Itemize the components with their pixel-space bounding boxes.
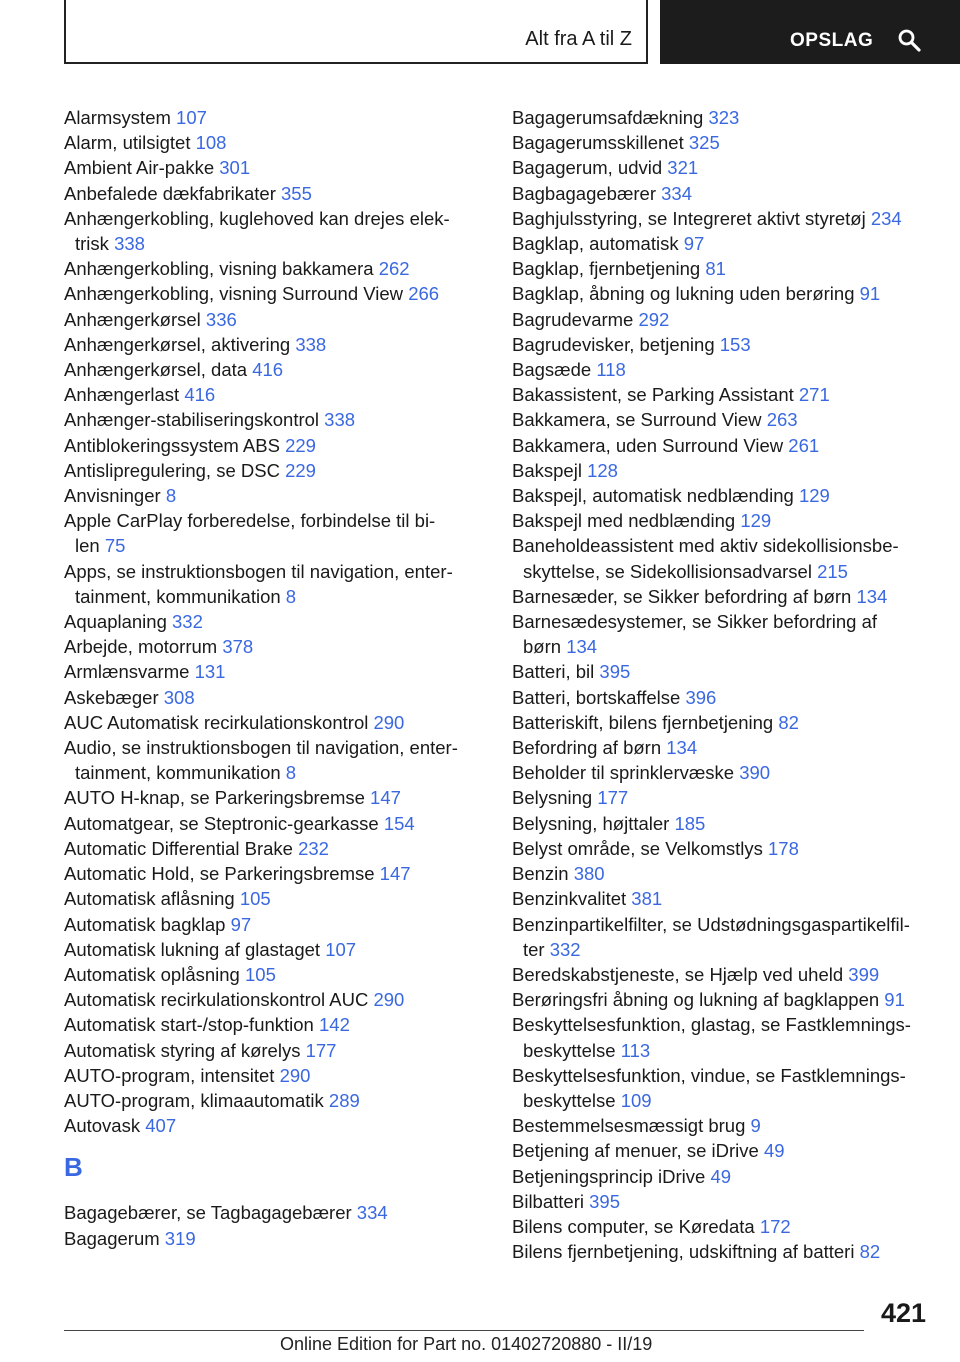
index-entry <box>512 1189 932 1214</box>
entry-text: len <box>75 535 100 557</box>
index-entry-continuation <box>64 533 476 558</box>
index-entry <box>512 1113 932 1138</box>
page-link[interactable]: 271 <box>798 384 830 406</box>
entry-text: Bagrudevisker, betjening <box>512 333 715 355</box>
entry-text: Automatic Hold, se Parkeringsbremse <box>64 863 375 885</box>
entry-text: Alarmsystem <box>64 107 171 128</box>
entry-text: Belyst område, se Velkomstlys <box>512 837 763 859</box>
entry-text: Bagagerum, udvid <box>512 157 663 179</box>
entry-text: Antiblokeringssystem ABS <box>64 434 280 456</box>
index-entry <box>64 1063 476 1088</box>
entry-text: Belysning <box>512 787 593 809</box>
page-link[interactable]: 49 <box>763 1140 785 1162</box>
page-link[interactable]: 292 <box>638 308 670 330</box>
index-entry <box>512 1239 932 1264</box>
page-link[interactable]: 290 <box>373 711 405 733</box>
page-link[interactable]: 399 <box>848 963 880 985</box>
entry-text: Anhængerkobling, kuglehoved kan drejes elek- <box>64 207 450 229</box>
index-entry <box>512 735 932 760</box>
page-link[interactable]: 91 <box>859 283 881 305</box>
index-entry <box>64 1226 476 1251</box>
entry-text: AUTO-program, intensitet <box>64 1064 275 1086</box>
index-entry <box>512 785 932 810</box>
page-link[interactable]: 332 <box>549 938 581 960</box>
index-entry <box>64 332 476 357</box>
entry-text: Anbefalede dækfabrikater <box>64 182 276 204</box>
entry-text: Bagagerum <box>64 1227 160 1249</box>
index-entry <box>64 685 476 710</box>
entry-text: Bakspejl <box>512 459 582 481</box>
page-link[interactable]: 142 <box>319 1014 350 1036</box>
index-entry <box>64 458 476 483</box>
entry-text: Bagsæde <box>512 359 592 381</box>
entry-text: Benzin <box>512 863 569 885</box>
index-entry <box>512 886 932 911</box>
index-entry <box>512 584 932 609</box>
page-link[interactable]: 215 <box>817 560 848 582</box>
index-entry-continuation <box>64 231 476 256</box>
footer-edition-text: Online Edition for Part no. 01402720880 - II/19 <box>280 1334 653 1354</box>
page-link[interactable]: 172 <box>759 1215 791 1237</box>
header-title: Alt fra A til Z <box>525 28 632 50</box>
entry-text: Barnesædesystemer, se Sikker befordring af <box>512 611 878 633</box>
entry-text: Beholder til sprinklervæske <box>512 762 735 784</box>
index-entry <box>64 155 476 180</box>
index-group-b <box>64 1200 476 1250</box>
entry-text: AUTO-program, klimaautomatik <box>64 1089 324 1111</box>
page-link[interactable]: 229 <box>285 434 316 456</box>
entry-text: Bagbagagebærer <box>512 182 656 204</box>
entry-text: Batteri, bortskaffelse <box>512 686 681 708</box>
entry-text: Bagklap, fjernbetjening <box>512 258 701 280</box>
entry-text: Automatisk bagklap <box>64 913 226 935</box>
index-entry <box>512 155 932 180</box>
index-entry <box>64 483 476 508</box>
index-entry <box>512 231 932 256</box>
entry-text: Aquaplaning <box>64 611 167 633</box>
page-link[interactable]: 131 <box>194 661 226 683</box>
index-entry <box>512 533 932 558</box>
page-link[interactable]: 290 <box>373 989 405 1011</box>
page-link[interactable]: 325 <box>688 132 720 154</box>
entry-text: beskyttelse <box>523 1089 616 1111</box>
entry-text: Anhængerlast <box>64 384 180 406</box>
index-entry <box>64 912 476 937</box>
index-entry <box>512 130 932 155</box>
index-entry <box>64 559 476 584</box>
index-entry <box>512 685 932 710</box>
index-entry <box>64 785 476 810</box>
entry-text: Belysning, højttaler <box>512 812 670 834</box>
page-link[interactable]: 395 <box>589 1190 620 1212</box>
page-link[interactable]: 232 <box>298 837 329 859</box>
index-entry <box>512 357 932 382</box>
entry-text: Bagagerumsskillenet <box>512 132 684 154</box>
entry-text: Beredskabstjeneste, se Hjælp ved uheld <box>512 963 844 985</box>
entry-text: Betjening af menuer, se iDrive <box>512 1140 759 1162</box>
index-entry-continuation <box>512 634 932 659</box>
page-link[interactable]: 97 <box>230 913 252 935</box>
index-entry <box>64 433 476 458</box>
page-link[interactable]: 261 <box>788 434 820 456</box>
index-entry <box>512 659 932 684</box>
entry-text: Arbejde, motorrum <box>64 636 218 658</box>
entry-text: Baneholdeassistent med aktiv sidekollisionsbe- <box>512 535 899 557</box>
page-link[interactable]: 338 <box>295 333 327 355</box>
index-entry <box>64 256 476 281</box>
index-entry <box>64 1038 476 1063</box>
entry-text: Automatic Differential Brake <box>64 837 293 859</box>
entry-text: Bakkamera, se Surround View <box>512 409 762 431</box>
entry-text: Apps, se instruktionsbogen til navigation, enter- <box>64 560 453 582</box>
page-link[interactable]: 147 <box>370 787 401 809</box>
lookup-label: OPSLAG <box>790 30 874 51</box>
index-entry <box>64 181 476 206</box>
page-link[interactable]: 319 <box>164 1227 196 1249</box>
page-link[interactable]: 338 <box>324 409 356 431</box>
page-link[interactable]: 8 <box>285 585 297 607</box>
entry-text: trisk <box>75 233 109 255</box>
entry-text: Apple CarPlay forberedelse, forbindelse til bi- <box>64 510 436 532</box>
entry-text: Anhængerkørsel <box>64 308 201 330</box>
entry-text: Bagagerumsafdækning <box>512 107 704 128</box>
page-link[interactable]: 290 <box>279 1064 311 1086</box>
index-entry <box>512 861 932 886</box>
entry-text: Betjeningsprincip iDrive <box>512 1165 706 1187</box>
page-link[interactable]: 134 <box>566 636 598 658</box>
index-entry <box>64 836 476 861</box>
index-entry <box>64 1088 476 1113</box>
entry-text: Befordring af børn <box>512 737 662 759</box>
page-link[interactable]: 49 <box>710 1165 732 1187</box>
entry-text: Barnesæder, se Sikker befordring af børn <box>512 585 852 607</box>
entry-text: Bagklap, åbning og lukning uden berøring <box>512 283 855 305</box>
entry-text: AUTO H-knap, se Parkeringsbremse <box>64 787 365 809</box>
page-link[interactable]: 147 <box>379 863 411 885</box>
index-entry <box>64 130 476 155</box>
page-link[interactable]: 395 <box>599 661 631 683</box>
index-entry <box>64 206 476 231</box>
page-link[interactable]: 308 <box>163 686 195 708</box>
entry-text: Bagklap, automatisk <box>512 233 679 255</box>
index-entry <box>512 962 932 987</box>
page-link[interactable]: 266 <box>408 283 440 305</box>
index-entry <box>512 382 932 407</box>
page-link[interactable]: 82 <box>859 1241 881 1263</box>
index-entry <box>64 307 476 332</box>
page-link[interactable]: 129 <box>740 510 772 532</box>
page-link[interactable]: 390 <box>739 762 771 784</box>
entry-text: børn <box>523 636 562 658</box>
index-entry-continuation <box>512 937 932 962</box>
entry-text: Armlænsvarme <box>64 661 190 683</box>
entry-text: Automatgear, se Steptronic-gearkasse <box>64 812 379 834</box>
entry-text: Automatisk recirkulationskontrol AUC <box>64 989 369 1011</box>
index-entry <box>512 483 932 508</box>
lookup-button[interactable] <box>660 0 960 64</box>
page-link[interactable]: 105 <box>245 963 276 985</box>
page-link[interactable]: 154 <box>383 812 415 834</box>
entry-text: beskyttelse <box>523 1039 616 1061</box>
page-link[interactable]: 178 <box>768 837 799 859</box>
index-entry <box>64 382 476 407</box>
entry-text: Baghjulsstyring, se Integreret aktivt styretøj <box>512 207 866 229</box>
entry-text: Anhængerkørsel, aktivering <box>64 333 291 355</box>
entry-text: Anhængerkobling, visning bakkamera <box>64 258 374 280</box>
index-entry <box>512 181 932 206</box>
page-link[interactable]: 97 <box>683 233 705 255</box>
entry-text: Automatisk lukning af glastaget <box>64 938 321 960</box>
page-link[interactable]: 81 <box>705 258 726 280</box>
entry-text: Bestemmelsesmæssigt brug <box>512 1115 746 1137</box>
page-link[interactable]: 289 <box>328 1089 360 1111</box>
index-entry <box>64 281 476 306</box>
page-link[interactable]: 113 <box>620 1039 651 1061</box>
entry-text: AUC Automatisk recirkulationskontrol <box>64 711 369 733</box>
index-entry <box>512 811 932 836</box>
entry-text: skyttelse, se Sidekollisionsadvarsel <box>523 560 812 582</box>
index-entry <box>64 634 476 659</box>
index-entry <box>64 886 476 911</box>
index-entry <box>512 281 932 306</box>
page-link[interactable]: 185 <box>674 812 706 834</box>
page-link[interactable]: 129 <box>798 485 830 507</box>
page-link[interactable]: 381 <box>631 888 663 910</box>
index-entry <box>512 836 932 861</box>
page-link[interactable]: 108 <box>195 132 227 154</box>
index-entry-continuation <box>64 584 476 609</box>
index-entry <box>64 1113 476 1138</box>
page-link[interactable]: 8 <box>165 485 177 507</box>
page-link[interactable]: 177 <box>305 1039 337 1061</box>
page-link[interactable]: 118 <box>596 359 626 381</box>
index-entry <box>512 710 932 735</box>
page-link[interactable]: 396 <box>685 686 717 708</box>
index-entry <box>64 609 476 634</box>
index-entry <box>64 937 476 962</box>
index-entry <box>512 609 932 634</box>
entry-text: Batteriskift, bilens fjernbetjening <box>512 711 774 733</box>
index-entry <box>512 912 932 937</box>
entry-text: Anhængerkørsel, data <box>64 359 248 381</box>
page-link[interactable]: 107 <box>325 938 357 960</box>
entry-text: Anvisninger <box>64 485 161 507</box>
entry-text: Beskyttelsesfunktion, vindue, se Fastklemnings- <box>512 1064 906 1086</box>
page-link[interactable]: 336 <box>205 308 237 330</box>
entry-text: Automatisk start-/stop-funktion <box>64 1014 314 1036</box>
entry-text: Audio, se instruktionsbogen til navigation, enter- <box>64 737 458 759</box>
index-entry <box>512 987 932 1012</box>
index-entry <box>64 407 476 432</box>
page-link[interactable]: 234 <box>870 207 902 229</box>
index-entry <box>64 811 476 836</box>
index-entry <box>512 307 932 332</box>
entry-text: ter <box>523 938 545 960</box>
entry-text: Bilens fjernbetjening, udskiftning af batteri <box>512 1241 855 1263</box>
entry-text: Automatisk oplåsning <box>64 963 240 985</box>
page-link[interactable]: 321 <box>667 157 699 179</box>
header-title-tab <box>64 0 648 64</box>
index-entry <box>512 1164 932 1189</box>
footer-rule <box>64 1330 864 1331</box>
page-link[interactable]: 109 <box>620 1089 652 1111</box>
index-entry <box>64 508 476 533</box>
page-link[interactable]: 82 <box>778 711 799 733</box>
entry-text: Bagrudevarme <box>512 308 634 330</box>
index-column-left <box>64 105 476 1251</box>
index-entry <box>64 962 476 987</box>
page-link[interactable]: 128 <box>587 459 618 481</box>
page-link[interactable]: 416 <box>184 384 216 406</box>
page-link[interactable]: 153 <box>719 333 751 355</box>
entry-text: Benzinkvalitet <box>512 888 627 910</box>
search-icon <box>897 28 921 52</box>
page-link[interactable]: 332 <box>172 611 203 633</box>
page-link[interactable]: 334 <box>356 1202 388 1224</box>
page-link[interactable]: 263 <box>766 409 798 431</box>
entry-text: Bakspejl, automatisk nedblænding <box>512 485 794 507</box>
index-entry-continuation <box>64 760 476 785</box>
page-link[interactable]: 75 <box>104 535 126 557</box>
entry-text: Batteri, bil <box>512 661 595 683</box>
index-entry <box>64 861 476 886</box>
index-entry <box>64 987 476 1012</box>
index-entry <box>512 458 932 483</box>
entry-text: tainment, kommunikation <box>75 762 281 784</box>
page-link[interactable]: 8 <box>285 762 297 784</box>
index-entry <box>64 1200 476 1225</box>
entry-text: Ambient Air-pakke <box>64 157 215 179</box>
index-entry <box>512 256 932 281</box>
entry-text: Alarm, utilsigtet <box>64 132 191 154</box>
index-group-b-continued <box>512 105 932 1264</box>
index-entry <box>512 206 932 231</box>
page-link[interactable]: 91 <box>884 989 905 1011</box>
index-entry <box>64 710 476 735</box>
entry-text: Anhænger-stabiliseringskontrol <box>64 409 320 431</box>
page-link[interactable]: 105 <box>239 888 271 910</box>
index-entry <box>512 1012 932 1037</box>
page-link[interactable]: 301 <box>219 157 251 179</box>
index-entry <box>64 105 476 130</box>
index-entry-continuation <box>512 1038 932 1063</box>
page-link[interactable]: 407 <box>145 1115 177 1137</box>
section-letter-b: B <box>64 1152 83 1183</box>
page-link[interactable]: 355 <box>281 182 312 204</box>
index-entry <box>64 1012 476 1037</box>
entry-text: Autovask <box>64 1115 141 1137</box>
entry-text: tainment, kommunikation <box>75 585 281 607</box>
index-column-right <box>512 105 932 1264</box>
entry-text: Antislipregulering, se DSC <box>64 459 280 481</box>
entry-text: Benzinpartikelfilter, se Udstødningsgaspartikelfil- <box>512 913 910 935</box>
index-entry <box>64 659 476 684</box>
page-link[interactable]: 262 <box>378 258 410 280</box>
entry-text: Bakassistent, se Parking Assistant <box>512 384 794 406</box>
page-number: 421 <box>880 1298 926 1328</box>
index-entry-continuation <box>512 1088 932 1113</box>
page-link[interactable]: 177 <box>597 787 629 809</box>
page-link[interactable]: 334 <box>661 182 693 204</box>
index-entry <box>512 1138 932 1163</box>
entry-text: Anhængerkobling, visning Surround View <box>64 283 404 305</box>
entry-text: Automatisk aflåsning <box>64 888 235 910</box>
index-entry <box>512 1063 932 1088</box>
index-entry <box>512 508 932 533</box>
page-link[interactable]: 338 <box>114 233 145 255</box>
entry-text: Berøringsfri åbning og lukning af bagklappen <box>512 989 880 1011</box>
index-entry <box>512 760 932 785</box>
index-entry <box>512 332 932 357</box>
page-link[interactable]: 380 <box>573 863 605 885</box>
page-link[interactable]: 229 <box>285 459 316 481</box>
page-link[interactable]: 134 <box>666 737 698 759</box>
index-group-a <box>64 105 476 1138</box>
entry-text: Bagagebærer, se Tagbagagebærer <box>64 1202 352 1224</box>
entry-text: Bakkamera, uden Surround View <box>512 434 784 456</box>
page-link[interactable]: 107 <box>176 107 207 128</box>
entry-text: Bilbatteri <box>512 1190 584 1212</box>
entry-text: Askebæger <box>64 686 159 708</box>
entry-text: Beskyttelsesfunktion, glastag, se Fastklemnings- <box>512 1014 911 1036</box>
page-link[interactable]: 9 <box>750 1115 761 1137</box>
page-link[interactable]: 323 <box>708 107 740 128</box>
entry-text: Bakspejl med nedblænding <box>512 510 736 532</box>
index-entry <box>64 735 476 760</box>
page-link[interactable]: 134 <box>856 585 888 607</box>
entry-text: Bilens computer, se Køredata <box>512 1215 755 1237</box>
page-link[interactable]: 378 <box>222 636 254 658</box>
index-entry-continuation <box>512 559 932 584</box>
page-link[interactable]: 416 <box>252 359 284 381</box>
index-entry <box>512 407 932 432</box>
index-entry <box>64 357 476 382</box>
index-entry <box>512 105 932 130</box>
index-entry <box>512 433 932 458</box>
entry-text: Automatisk styring af kørelys <box>64 1039 301 1061</box>
index-entry <box>512 1214 932 1239</box>
